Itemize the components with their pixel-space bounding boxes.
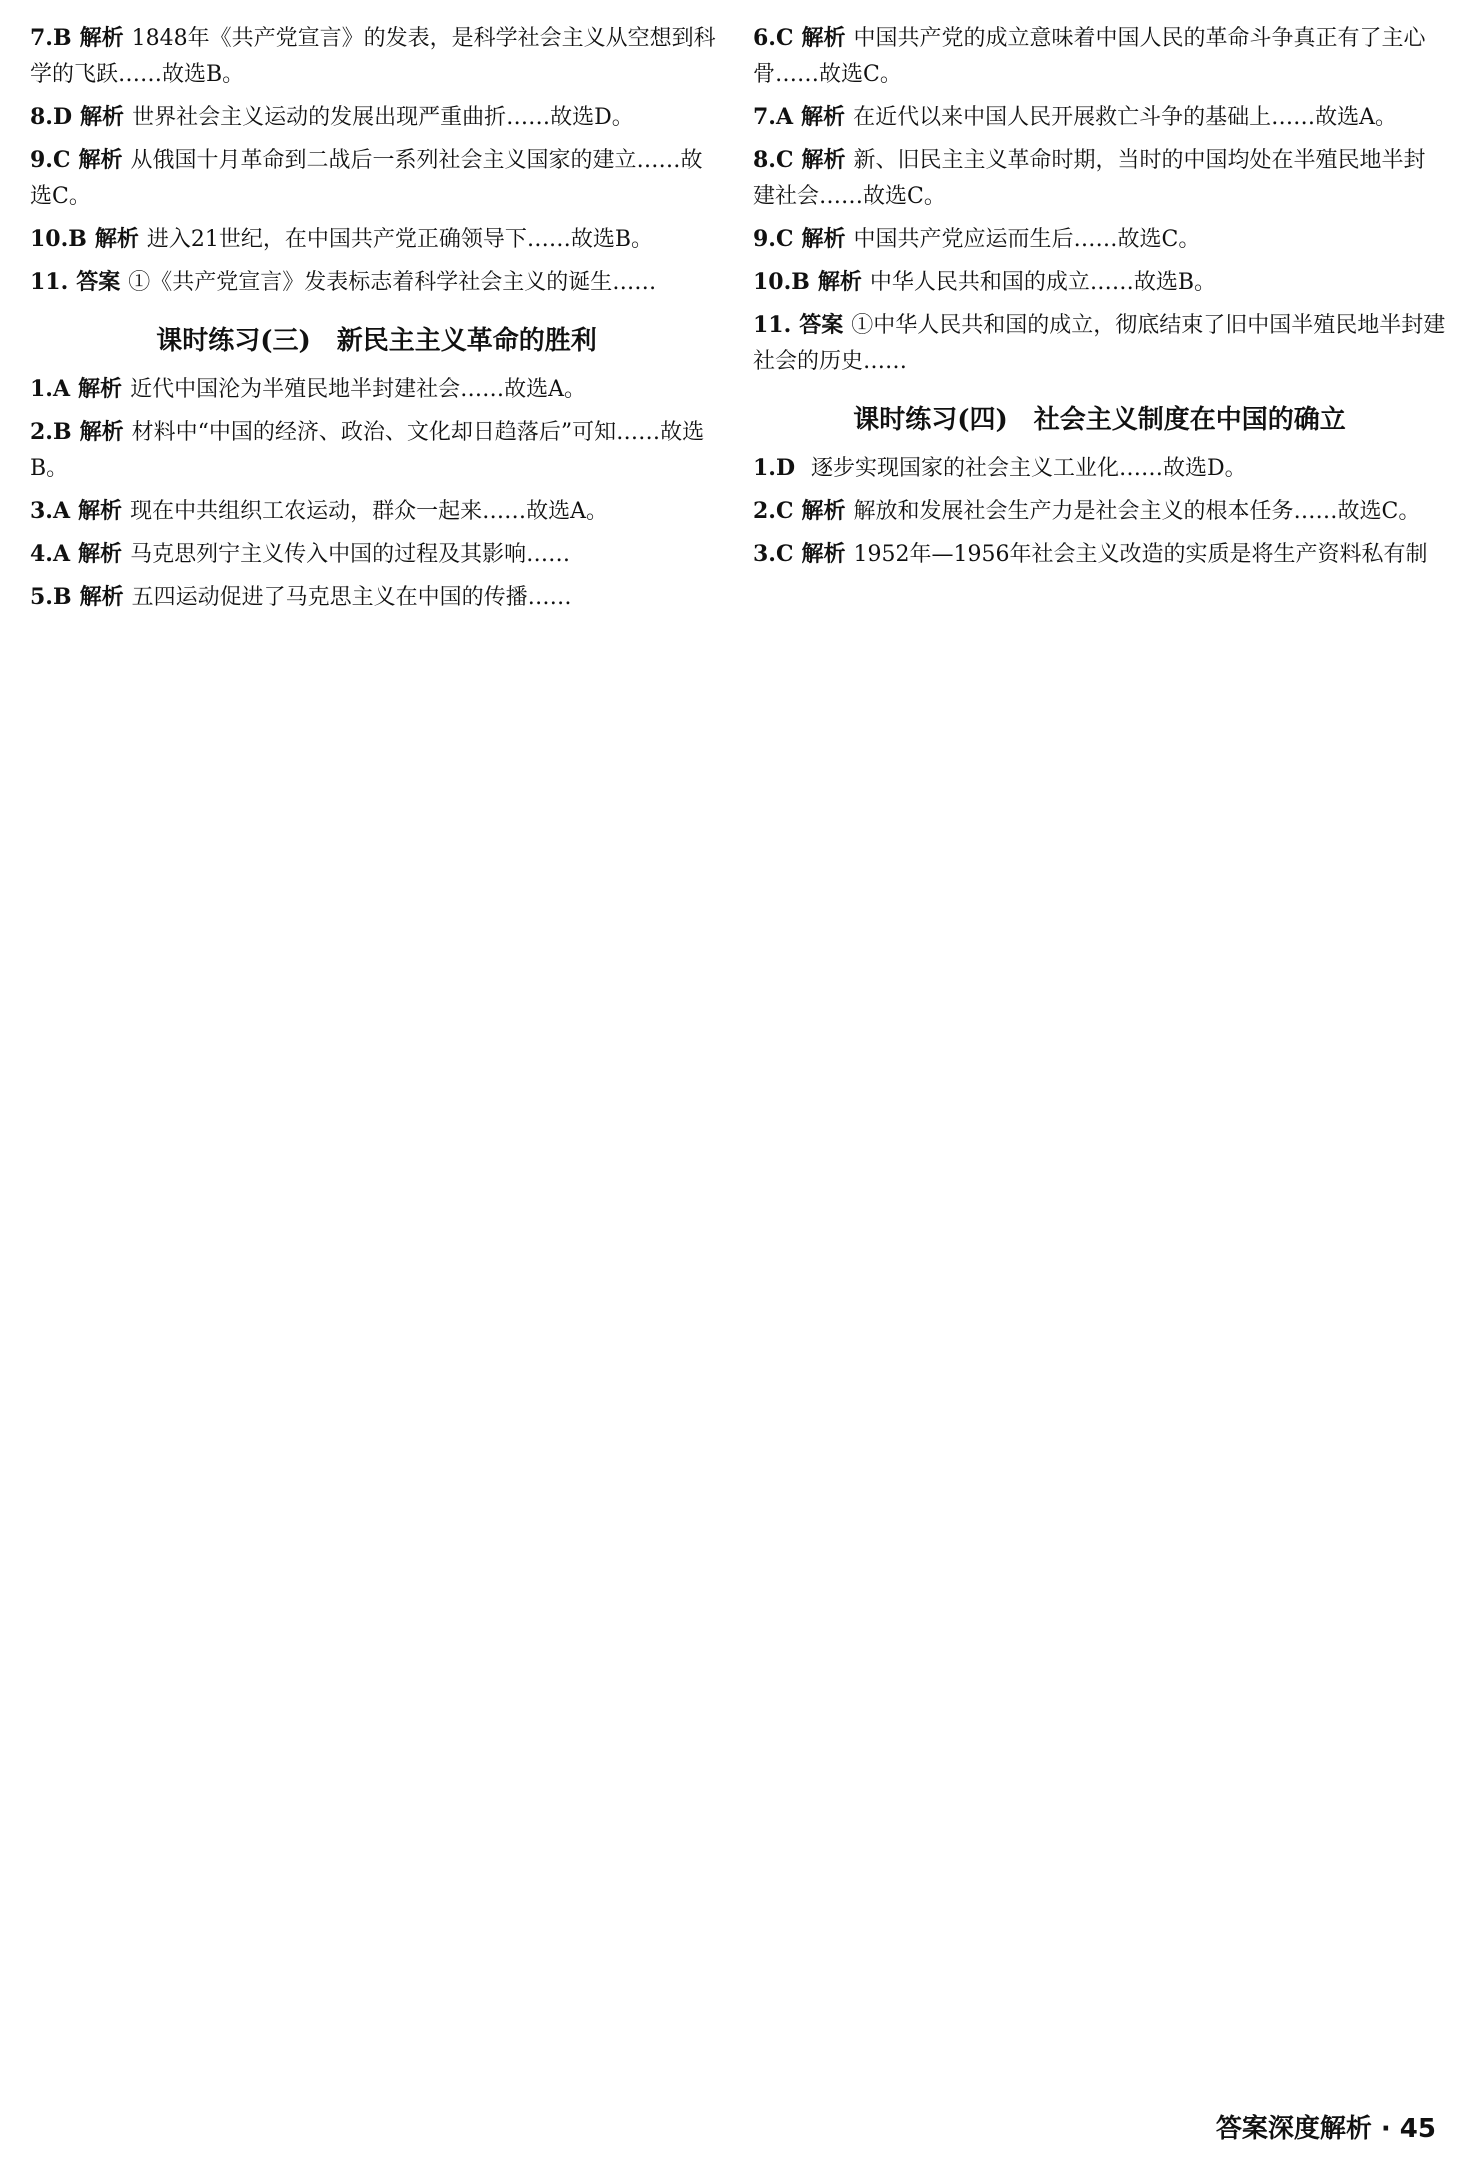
answer-item [753, 221, 1446, 258]
section-heading: 课时练习(四) 社会主义制度在中国的确立 [853, 405, 1346, 435]
answer-number: 8.D [30, 104, 73, 130]
answer-number: 9.C [30, 147, 71, 173]
answer-tag: 解析 [78, 498, 123, 524]
answer-item [30, 20, 723, 93]
answer-item [30, 493, 723, 530]
section-heading: 课时练习(三) 新民主主义革命的胜利 [156, 326, 597, 356]
answer-item [753, 99, 1446, 136]
answer-tag: 解析 [801, 226, 846, 252]
answer-item [30, 579, 723, 616]
answer-tag: 答案 [76, 269, 121, 295]
answer-item [753, 20, 1446, 93]
answer-tag: 解析 [78, 541, 123, 567]
answer-text: 近代中国沦为半殖民地半封建社会……故选A。 [130, 377, 586, 402]
answer-tag: 答案 [799, 312, 844, 338]
answer-text: 逐步实现国家的社会主义工业化……故选D。 [811, 456, 1247, 481]
answer-tag: 解析 [79, 419, 124, 445]
answer-number: 1.A [30, 376, 71, 402]
answer-number: 7.B [30, 25, 72, 51]
answer-tag: 解析 [801, 104, 846, 130]
answer-number: 5.B [30, 584, 72, 610]
answer-text: 世界社会主义运动的发展出现严重曲折……故选D。 [132, 105, 634, 130]
answer-item [753, 450, 1446, 487]
answer-item [30, 264, 723, 301]
answer-tag: 解析 [78, 147, 123, 173]
answer-number: 11. [753, 312, 792, 338]
answer-tag: 解析 [94, 226, 139, 252]
answer-item [753, 536, 1446, 573]
answer-item [30, 536, 723, 573]
answer-text: 新、旧民主主义革命时期，当时的中国均处在半殖民地半封建社会……故选C。 [753, 148, 1426, 209]
answer-number: 10.B [30, 226, 87, 252]
answer-item [753, 264, 1446, 301]
answer-number: 9.C [753, 226, 794, 252]
answer-tag: 解析 [801, 147, 846, 173]
answer-tag: 解析 [817, 269, 862, 295]
answer-text: 马克思列宁主义传入中国的过程及其影响…… [130, 542, 571, 567]
answer-number: 11. [30, 269, 69, 295]
answer-item [753, 142, 1446, 215]
answer-number: 8.C [753, 147, 794, 173]
left-column [30, 20, 723, 2110]
answer-text: 1848年《共产党宣言》的发表，是科学社会主义从空想到科学的飞跃……故选B。 [30, 26, 716, 87]
answer-item [753, 493, 1446, 530]
answer-text: 从俄国十月革命到二战后一系列社会主义国家的建立……故选C。 [30, 148, 703, 209]
answer-number: 2.C [753, 498, 794, 524]
answer-text: 进入21世纪，在中国共产党正确领导下……故选B。 [146, 227, 654, 252]
page-footer: 答案深度解析 · 45 [1215, 2114, 1436, 2144]
answer-text: 中国共产党的成立意味着中国人民的革命斗争真正有了主心骨……故选C。 [753, 26, 1426, 87]
answer-number: 1.D [753, 455, 796, 481]
answer-number: 3.A [30, 498, 71, 524]
answer-tag: 解析 [801, 25, 846, 51]
answer-text: 材料中“中国的经济、政治、文化却日趋落后”可知……故选B。 [30, 420, 705, 481]
answer-tag: 解析 [78, 376, 123, 402]
answer-tag: 解析 [79, 25, 124, 51]
answer-number: 7.A [753, 104, 794, 130]
page-columns [30, 20, 1446, 2110]
answer-item [30, 221, 723, 258]
answer-item [30, 371, 723, 408]
answer-number: 6.C [753, 25, 794, 51]
answer-tag: 解析 [801, 498, 846, 524]
answer-number: 10.B [753, 269, 810, 295]
answer-tag: 解析 [80, 104, 125, 130]
answer-item [753, 307, 1446, 380]
answer-tag: 解析 [801, 541, 846, 567]
answer-number: 2.B [30, 419, 72, 445]
answer-item [30, 99, 723, 136]
answer-tag: 解析 [79, 584, 124, 610]
answer-text: 中华人民共和国的成立……故选B。 [869, 270, 1217, 295]
answer-text: 解放和发展社会生产力是社会主义的根本任务……故选C。 [853, 499, 1421, 524]
answer-text: ①中华人民共和国的成立，彻底结束了旧中国半殖民地半封建社会的历史…… [753, 313, 1446, 374]
answer-text: 现在中共组织工农运动，群众一起来……故选A。 [130, 499, 608, 524]
answer-text: 在近代以来中国人民开展救亡斗争的基础上……故选A。 [853, 105, 1397, 130]
answer-number: 3.C [753, 541, 794, 567]
right-column [753, 20, 1446, 2110]
answer-text: 五四运动促进了马克思主义在中国的传播…… [131, 585, 572, 610]
answer-item [30, 414, 723, 487]
answer-number: 4.A [30, 541, 71, 567]
answer-text: 1952年—1956年社会主义改造的实质是将生产资料私有制 [853, 542, 1428, 567]
answer-text: 中国共产党应运而生后……故选C。 [853, 227, 1201, 252]
answer-text: ①《共产党宣言》发表标志着科学社会主义的诞生…… [128, 270, 657, 295]
answer-item [30, 142, 723, 215]
